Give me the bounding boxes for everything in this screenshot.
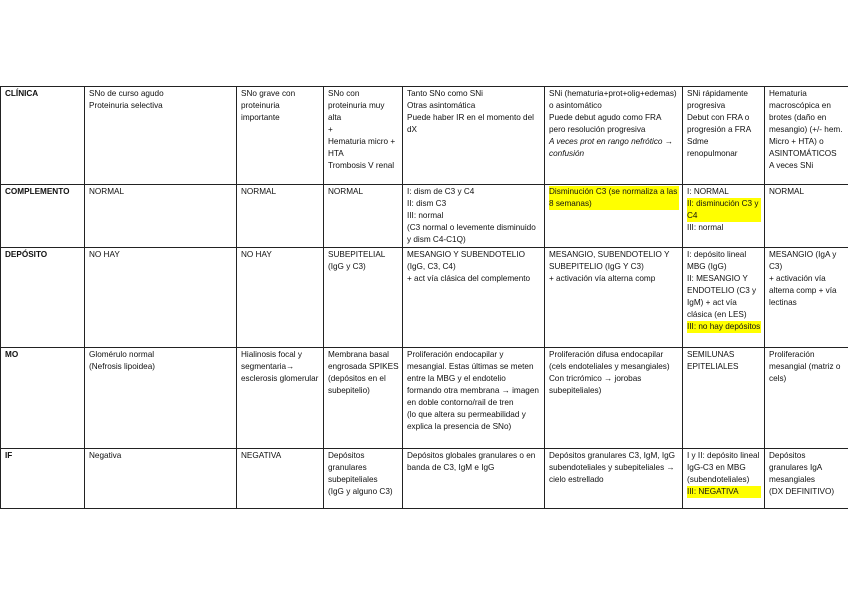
text-line: NORMAL	[89, 187, 125, 196]
cell-clinica-1	[85, 87, 237, 185]
text-line: Membrana basal engrosada SPIKES	[328, 350, 399, 371]
text-line: SNo grave con proteinuria importante	[241, 89, 296, 122]
text-line: Hematuria macroscópica en brotes (daño en mesangio) (+/- hem. Micro + HTA) o	[769, 89, 843, 146]
glomerulopathy-table	[0, 86, 848, 509]
text-line: (subendoteliales)	[687, 475, 750, 484]
text-line: Puede debut agudo como FRA pero resolución progresiva	[549, 113, 661, 134]
text-line: MESANGIO (IgA y C3)	[769, 250, 837, 271]
text-line: +	[328, 125, 333, 134]
row-header-mo: MO	[1, 348, 85, 449]
cell-if-2	[237, 449, 324, 509]
cell-if-3	[324, 449, 403, 509]
text-line: Glomérulo normal	[89, 350, 155, 359]
text-line: Depósitos granulares IgA mesangiales	[769, 451, 822, 484]
text-line: I y II: depósito lineal IgG-C3 en MBG	[687, 451, 760, 472]
row-deposito	[1, 248, 848, 348]
text-line: NORMAL	[769, 187, 805, 196]
highlighted-text: III: NEGATIVA	[687, 486, 761, 498]
cell-clinica-5	[545, 87, 683, 185]
text-line: NO HAY	[241, 250, 272, 259]
text-line: III: normal	[687, 223, 724, 232]
cell-mo-7	[765, 348, 848, 449]
cell-deposito-5	[545, 248, 683, 348]
cell-if-1	[85, 449, 237, 509]
row-mo	[1, 348, 848, 449]
text-line: NEGATIVA	[241, 451, 282, 460]
cell-mo-4	[403, 348, 545, 449]
cell-mo-2	[237, 348, 324, 449]
cell-if-4	[403, 449, 545, 509]
text-line: SUBEPITELIAL (IgG y C3)	[328, 250, 386, 271]
text-line: NORMAL	[328, 187, 364, 196]
cell-deposito-7	[765, 248, 848, 348]
cell-clinica-4	[403, 87, 545, 185]
text-line: Depósitos globales granulares o en banda de C3, IgM e IgG	[407, 451, 536, 472]
text-line: Hematuria micro + HTA	[328, 137, 396, 158]
text-line: + activación vía alterna comp + vía lectinas	[769, 274, 837, 307]
cell-clinica-7	[765, 87, 848, 185]
text-line: II: dism C3	[407, 199, 447, 208]
text-line: Otras asintomática	[407, 101, 476, 110]
text-line: SEMILUNAS EPITELIALES	[687, 350, 739, 371]
text-line: (Nefrosis lipoidea)	[89, 362, 155, 371]
cell-complemento-5	[545, 185, 683, 248]
cell-deposito-4	[403, 248, 545, 348]
cell-complemento-7	[765, 185, 848, 248]
text-line: + activación vía alterna comp	[549, 274, 656, 283]
text-line: Proliferación difusa endocapilar	[549, 350, 664, 359]
cell-deposito-3	[324, 248, 403, 348]
cell-mo-3	[324, 348, 403, 449]
cell-clinica-3	[324, 87, 403, 185]
cell-mo-5	[545, 348, 683, 449]
text-line: MESANGIO Y SUBENDOTELIO (IgG, C3, C4)	[407, 250, 525, 271]
cell-mo-6	[683, 348, 765, 449]
text-line: + act vía clásica del complemento	[407, 274, 531, 283]
text-line: ASINTOMÁTICOS	[769, 149, 837, 158]
text-line: Debut con FRA o progresión a FRA	[687, 113, 752, 134]
text-line-italic: A veces prot en rango nefrótico → confusión	[549, 137, 673, 158]
cell-complemento-4	[403, 185, 545, 248]
text-line: Proliferación mesangial (matriz o cels)	[769, 350, 841, 383]
row-header-if: IF	[1, 449, 85, 509]
cell-complemento-6	[683, 185, 765, 248]
text-line: Hialinosis focal y segmentaria→ esclerosis glomerular	[241, 350, 319, 383]
cell-deposito-2	[237, 248, 324, 348]
cell-if-5	[545, 449, 683, 509]
cell-complemento-1	[85, 185, 237, 248]
row-header-clinica: CLÍNICA	[1, 87, 85, 185]
row-header-complemento: COMPLEMENTO	[1, 185, 85, 248]
cell-mo-1	[85, 348, 237, 449]
text-line: I: dism de C3 y C4	[407, 187, 475, 196]
text-line: NO HAY	[89, 250, 120, 259]
text-line: Sdme renopulmonar	[687, 137, 738, 158]
text-line: III: normal	[407, 211, 444, 220]
text-line: Tanto SNo como SNi	[407, 89, 483, 98]
text-line: I: NORMAL	[687, 187, 729, 196]
row-clinica	[1, 87, 848, 185]
text-line: Depósitos granulares C3, IgM, IgG subendoteliales y subepiteliales → cielo estrellado	[549, 451, 676, 484]
text-line: (IgG y alguno C3)	[328, 487, 393, 496]
row-header-deposito: DEPÓSITO	[1, 248, 85, 348]
text-line: SNo con proteinuria muy alta	[328, 89, 385, 122]
highlighted-text: II: disminución C3 y C4	[687, 198, 761, 222]
text-line: SNi (hematuria+prot+olig+edemas) o asintomático	[549, 89, 677, 110]
text-line: MESANGIO, SUBENDOTELIO Y SUBEPITELIO (IgG Y C3)	[549, 250, 670, 271]
cell-deposito-1	[85, 248, 237, 348]
row-complemento	[1, 185, 848, 248]
text-line: SNo de curso agudo	[89, 89, 164, 98]
cell-if-6	[683, 449, 765, 509]
cell-complemento-2	[237, 185, 324, 248]
cell-clinica-2	[237, 87, 324, 185]
text-line: A veces SNi	[769, 161, 814, 170]
text-line: (lo que altera su permeabilidad y explica la presencia de SNo)	[407, 410, 526, 431]
row-if	[1, 449, 848, 509]
text-line: NORMAL	[241, 187, 277, 196]
text-line: Con tricrómico → jorobas subepiteliales)	[549, 374, 642, 395]
cell-clinica-6	[683, 87, 765, 185]
text-line: Trombosis V renal	[328, 161, 395, 170]
text-line: Proteinuria selectiva	[89, 101, 163, 110]
text-line: SNi rápidamente progresiva	[687, 89, 748, 110]
text-line: Puede haber IR en el momento del dX	[407, 113, 534, 134]
text-line: (C3 normal o levemente disminuido y dism C4-C1Q)	[407, 223, 536, 244]
text-line: (cels endoteliales y mesangiales)	[549, 362, 670, 371]
highlighted-text: Disminución C3 (se normaliza a las 8 semanas)	[549, 187, 678, 208]
text-line: (DX DEFINITIVO)	[769, 487, 835, 496]
text-line: I: depósito lineal MBG (IgG)	[687, 250, 747, 271]
text-line: II: MESANGIO Y ENDOTELIO (C3 y IgM) + act vía clásica (en LES)	[687, 274, 757, 319]
cell-deposito-6	[683, 248, 765, 348]
text-line: Negativa	[89, 451, 122, 460]
text-line: Depósitos granulares subepiteliales	[328, 451, 378, 484]
highlighted-text: III: no hay depósitos	[687, 322, 761, 331]
text-line: (depósitos en el subepitelio)	[328, 374, 386, 395]
text-line: Proliferación endocapilar y mesangial. Estas últimas se meten entre la MBG y el endotelio formando otra membrana → imagen en doble contorno/rail de tren	[407, 350, 539, 407]
cell-complemento-3	[324, 185, 403, 248]
cell-if-7	[765, 449, 848, 509]
